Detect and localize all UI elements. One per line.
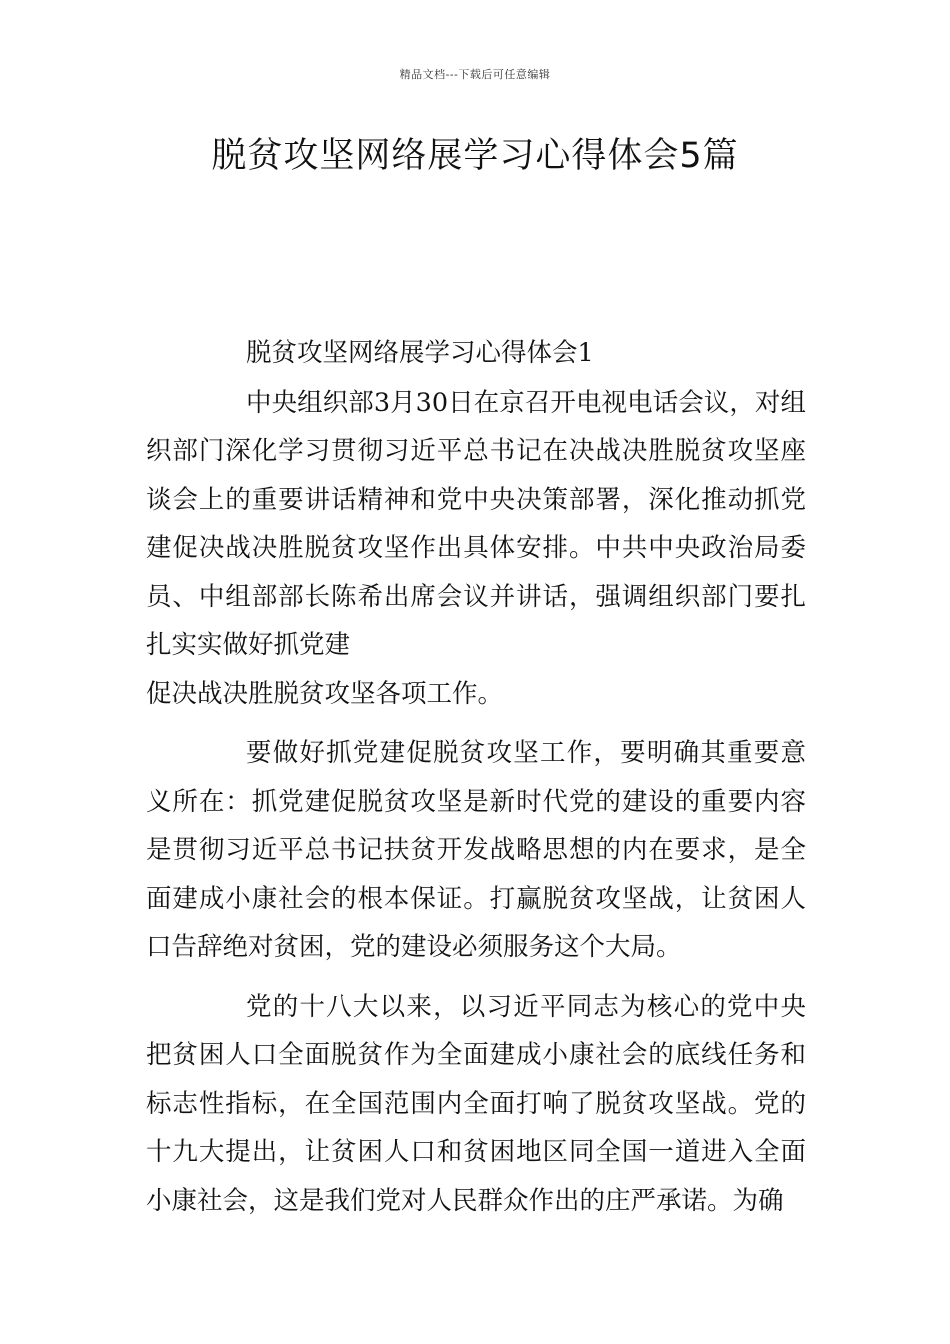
document-body [146,329,806,1225]
header-note: 精品文档---下载后可任意编辑 [399,68,551,81]
section-heading: 脱贫攻坚网络展学习心得体会1 [246,338,594,368]
paragraph-1: 中央组织部3月30日在京召开电视电话会议，对组织部门深化学习贯彻习近平总书记在决战决胜脱贫攻坚座谈会上的重要讲话精神和党中央决策部署，深化推动抓党建促决战决胜脱贫攻坚作出具体安排。中共中央政治局委员、中组部部长陈希出席会议并讲话，强调组织部门要扎扎实实做好抓党建 [146,387,806,660]
paragraph-2: 促决战决胜脱贫攻坚各项工作。 [146,678,504,709]
paragraph-3: 要做好抓党建促脱贫攻坚工作，要明确其重要意义所在：抓党建促脱贫攻坚是新时代党的建设的重要内容是贯彻习近平总书记扶贫开发战略思想的内在要求，是全面建成小康社会的根本保证。打赢脱贫攻坚战，让贫困人口告辞绝对贫困，党的建设必须服务这个大局。 [146,738,806,962]
document-title: 脱贫攻坚网络展学习心得体会5篇 [211,136,739,176]
paragraph-4: 党的十八大以来，以习近平同志为核心的党中央把贫困人口全面脱贫作为全面建成小康社会的底线任务和标志性指标，在全国范围内全面打响了脱贫攻坚战。党的十九大提出，让贫困人口和贫困地区同全国一道进入全面小康社会，这是我们党对人民群众作出的庄严承诺。为确 [146,991,806,1216]
